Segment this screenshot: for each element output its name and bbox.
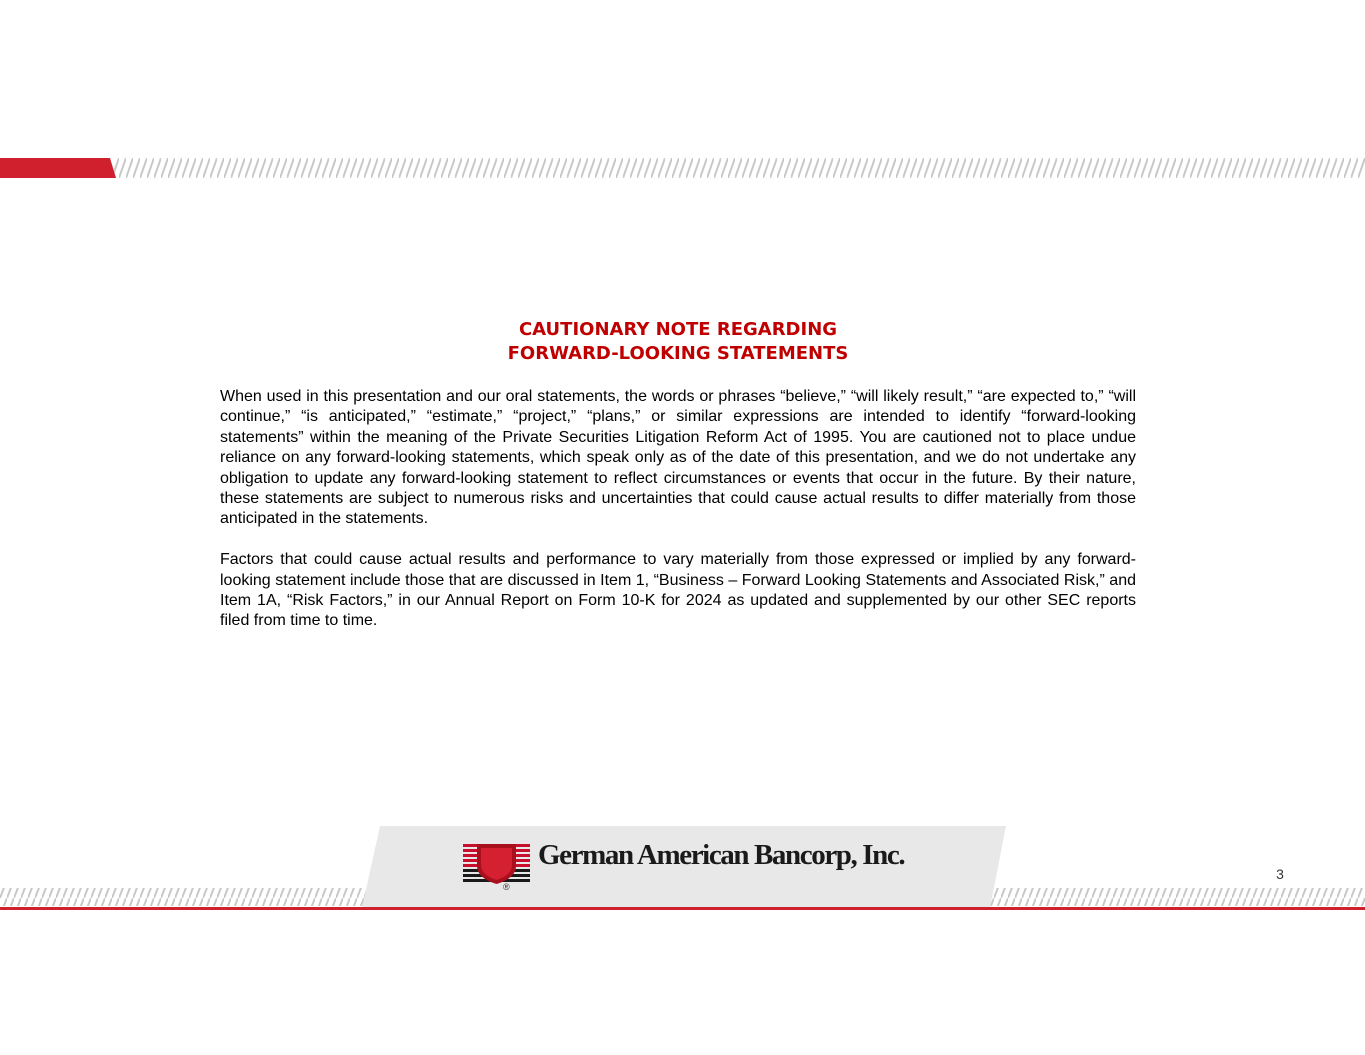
title-line-2: FORWARD-LOOKING STATEMENTS	[507, 343, 849, 364]
page-number: 3	[1276, 866, 1284, 882]
top-red-accent	[0, 158, 116, 178]
disclaimer-body	[220, 387, 1136, 632]
page-title	[220, 318, 1136, 366]
footer-hatch-right	[985, 888, 1365, 906]
footer-hatch-left	[0, 888, 370, 906]
title-line-1: CAUTIONARY NOTE REGARDING	[518, 319, 838, 340]
top-decorative-band	[0, 158, 1365, 178]
footer-red-rule	[0, 907, 1365, 910]
paragraph-risk-factors: Factors that could cause actual results and performance to vary materially from those expressed or implied by any forward-looking statement include those that are discussed in Item 1, “Business – Forward Looking Statements and Associated Risk,” and Item 1A, “Risk Factors,” in our Annual Report on Form 10-K for 2024 as updated and supplemented by our other SEC reports filed from time to time.	[220, 551, 1136, 630]
paragraph-forward-looking: When used in this presentation and our oral statements, the words or phrases “believe,” “will likely result,” “are expected to,” “will continue,” “is anticipated,” “estimate,” “project,” “plans,” or similar expressions are intended to identify “forward-looking statements” within the meaning of the Private Securities Litigation Reform Act of 1995. You are cautioned not to place undue reliance on any forward-looking statements, which speak only as of the date of this presentation, and we do not undertake any obligation to update any forward-looking statement to reflect circumstances or events that occur in the future. By their nature, these statements are subject to numerous risks and uncertainties that could cause actual results to differ materially from those anticipated in the statements.	[220, 388, 1136, 528]
registered-mark-icon: ®	[503, 882, 510, 892]
company-logo-text: German American Bancorp, Inc.	[538, 839, 905, 871]
top-hatch-stripe	[112, 158, 1365, 178]
